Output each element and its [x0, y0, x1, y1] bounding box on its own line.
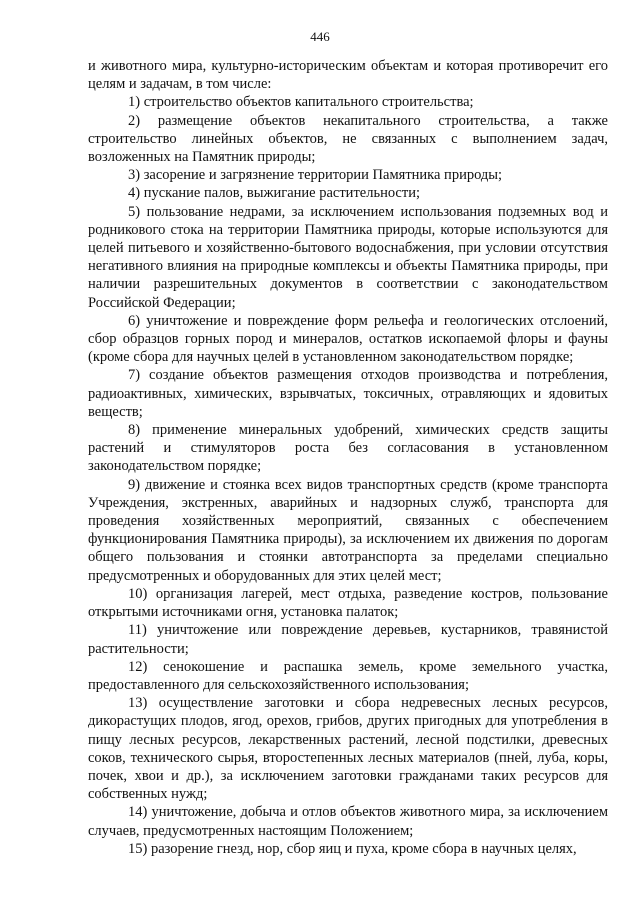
list-item-3: 3) засорение и загрязнение территории Памятника природы; [128, 167, 503, 184]
list-item-2: 2) размещение объектов некапитального строительства, а также строительство линейных объектов, не связанных с выполнением задач, возложенных на Памятник природы; [88, 112, 608, 166]
list-item-5: 5) пользование недрами, за исключением использования подземных вод и родникового стока на территории Памятника природы, которые используются для целей питьевого и хозяйственно-бытового водоснабжения, при условии отсутствия негативного влияния на природные комплексы и объекты Памятника природы, при наличии разрешительных документов в соответствии с законодательством Российской Федерации; [88, 203, 608, 311]
paragraph-continuation: и животного мира, культурно-историческим объектам и которая противоречит его целям и задачам, в том числе: [88, 58, 608, 93]
list-item-15: 15) разорение гнезд, нор, сбор яиц и пуха, кроме сбора в научных целях, [128, 840, 577, 857]
list-item-11: 11) уничтожение или повреждение деревьев, кустарников, травянистой растительности; [88, 622, 608, 657]
page-number: 446 [310, 29, 330, 44]
list-item-12: 12) сенокошение и распашка земель, кроме земельного участка, предоставленного для сельскохозяйственного использования; [88, 658, 608, 693]
list-item-7: 7) создание объектов размещения отходов производства и потребления, радиоактивных, химических, взрывчатых, токсичных, отравляющих и ядовитых веществ; [88, 367, 608, 420]
document-body [88, 57, 608, 858]
list-item-10: 10) организация лагерей, мест отдыха, разведение костров, пользование открытыми источниками огня, установка палаток; [88, 585, 608, 621]
list-item-4: 4) пускание палов, выжигание растительности; [128, 185, 420, 202]
list-item-1: 1) строительство объектов капитального строительства; [128, 94, 474, 111]
list-item-9: 9) движение и стоянка всех видов транспортных средств (кроме транспорта Учреждения, экстренных, аварийных и надзорных служб, транспорта для проведения хозяйственных мероприятий, связанных с обеспечением функционирования Памятника природы), за исключением их движения по дорогам общего пользования и стоянки автотранспорта за пределами специально предусмотренных и оборудованных для этих целей мест; [88, 476, 608, 584]
list-item-14: 14) уничтожение, добыча и отлов объектов животного мира, за исключением случаев, предусмотренных настоящим Положением; [88, 804, 608, 839]
list-item-13: 13) осуществление заготовки и сбора недревесных лесных ресурсов, дикорастущих плодов, ягод, орехов, грибов, других пригодных для употребления в пищу лесных ресурсов, лекарственных растений, лесной подстилки, древесных соков, технического сырья, второстепенных лесных материалов (пней, луба, коры, почек, хвои и др.), за исключением заготовки гражданами таких ресурсов для собственных нужд; [88, 695, 608, 803]
list-item-8: 8) применение минеральных удобрений, химических средств защиты растений и стимуляторов роста без согласования в установленном законодательством порядке; [88, 422, 608, 475]
list-item-6: 6) уничтожение и повреждение форм рельефа и геологических отслоений, сбор образцов горных пород и минералов, остатков ископаемой флоры и фауны (кроме сбора для научных целей в установленном законодательством порядке; [88, 312, 608, 366]
